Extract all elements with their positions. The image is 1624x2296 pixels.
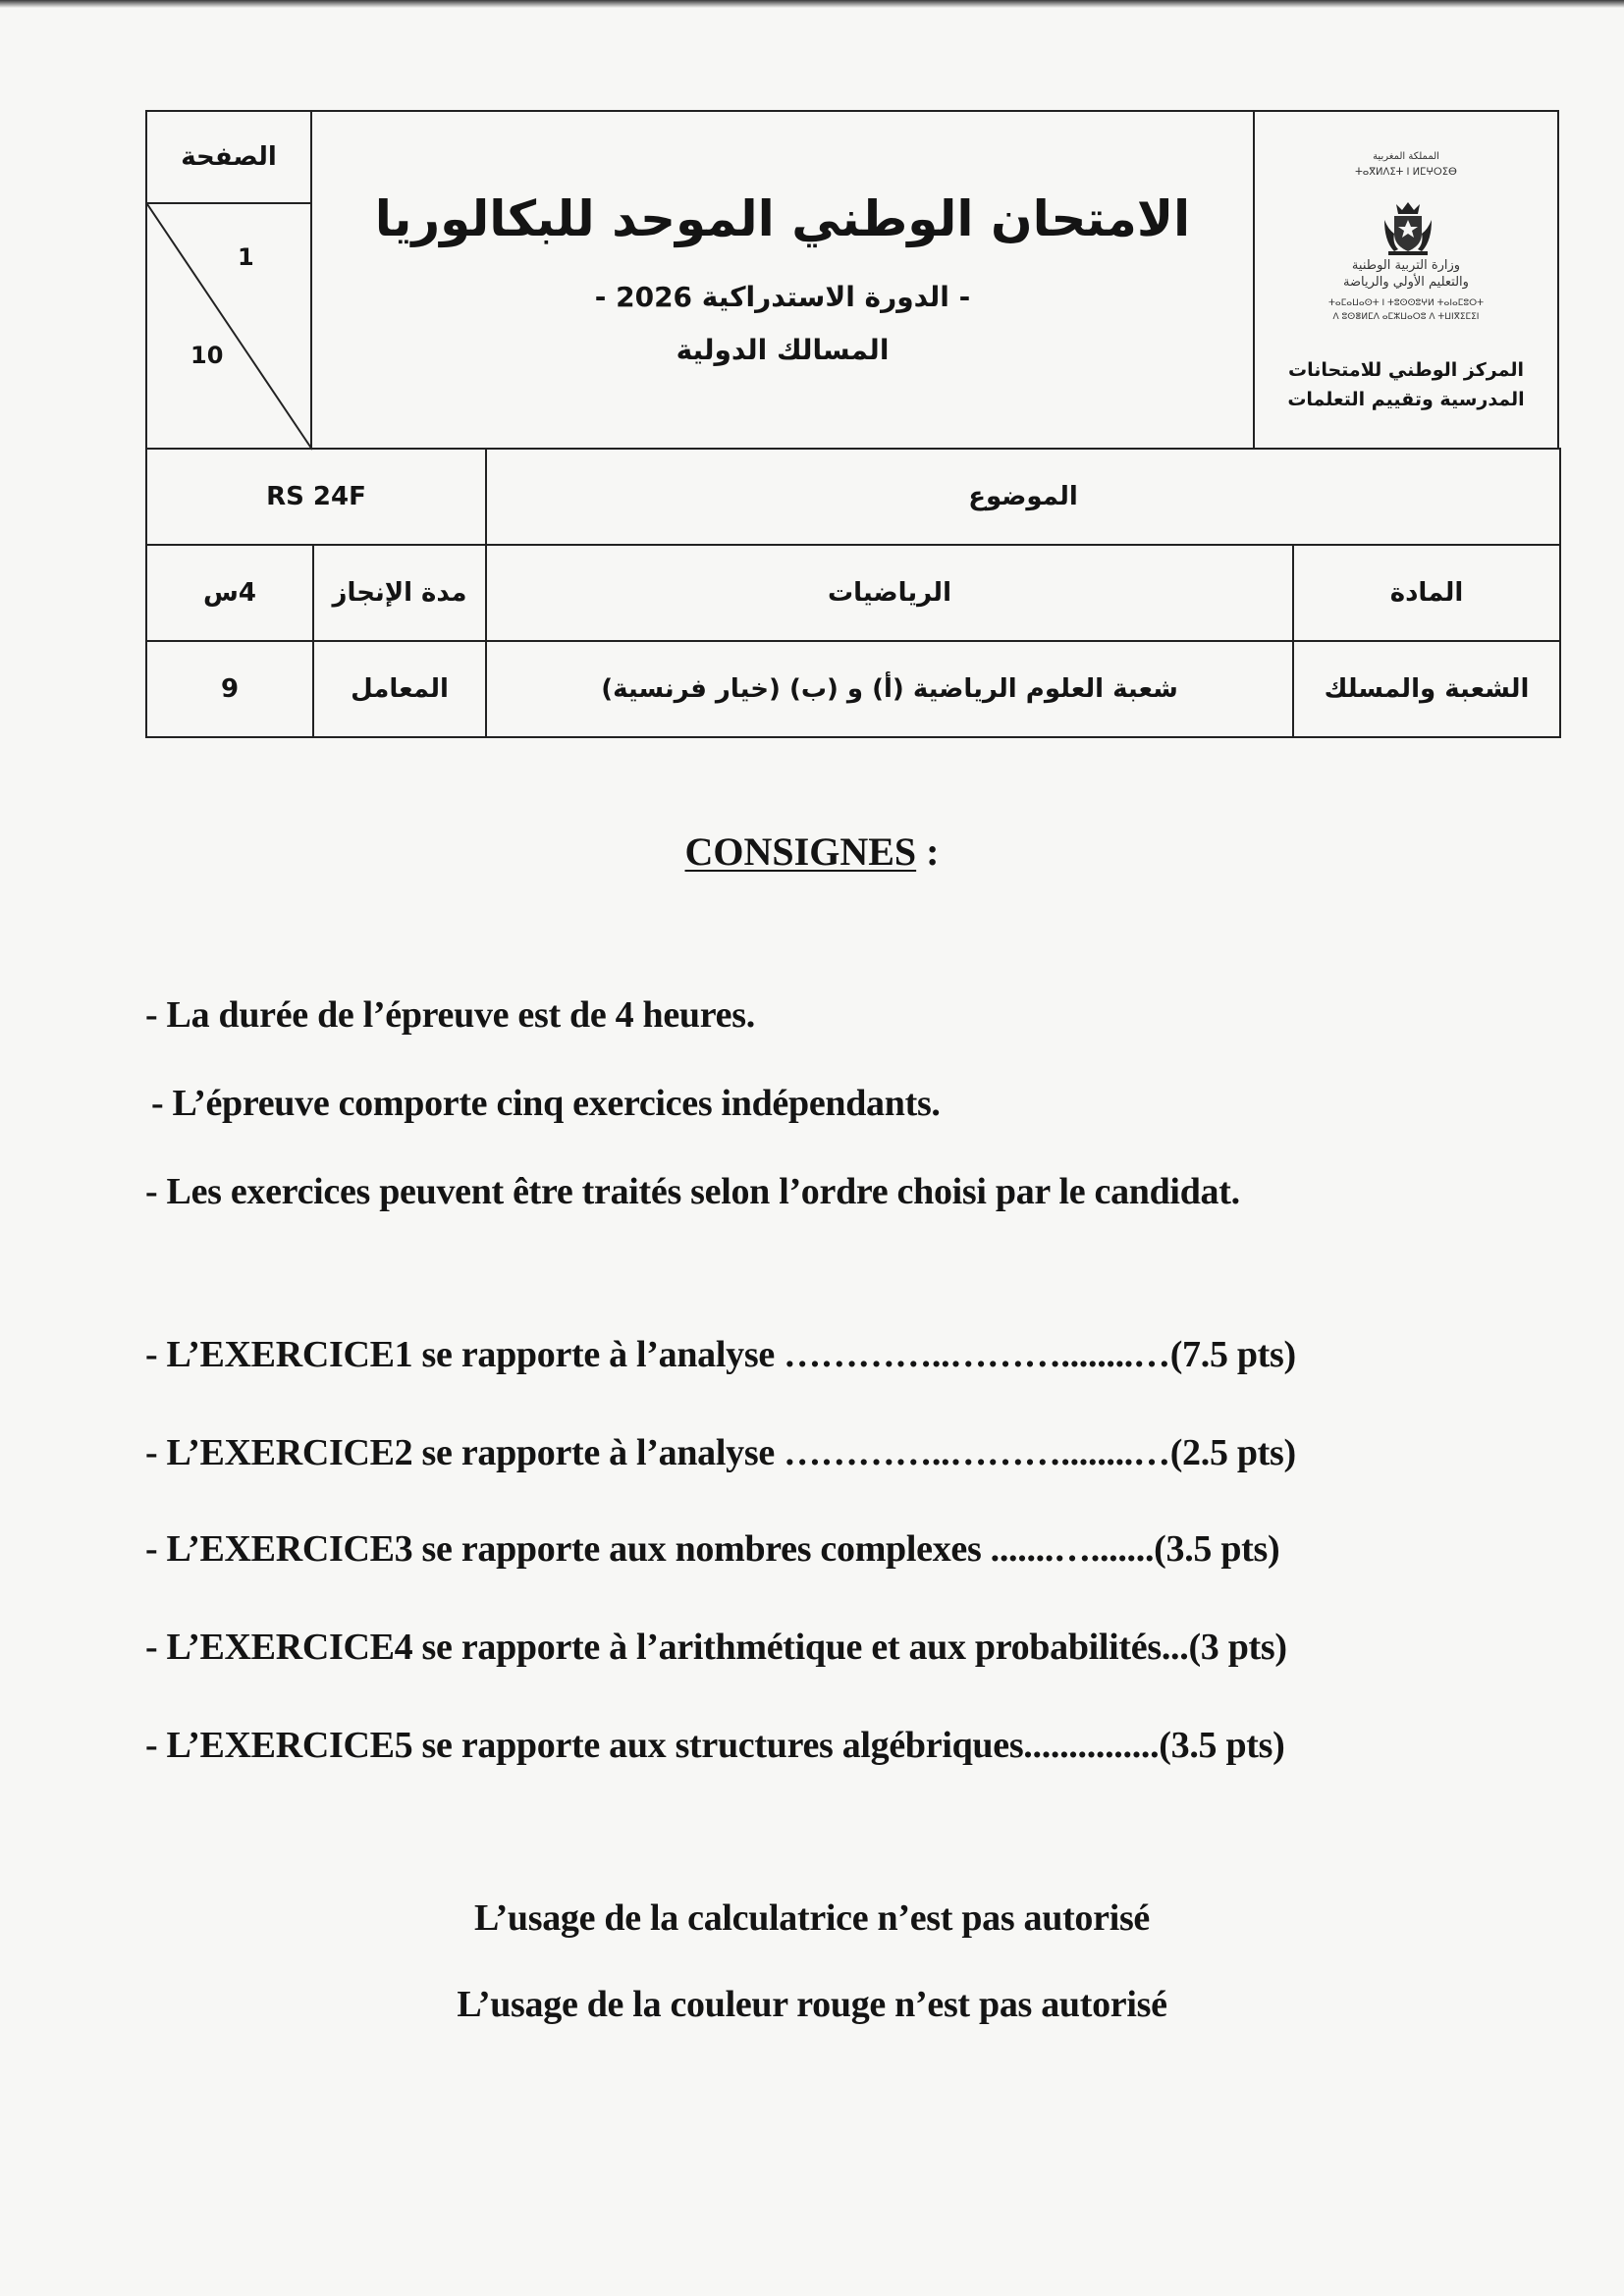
consignes-heading bbox=[0, 828, 1624, 875]
duration-value: 4س bbox=[146, 545, 313, 641]
instruction-item: - Les exercices peuvent être traités selon l’ordre choisi par le candidat. bbox=[145, 1171, 1240, 1212]
exam-center-name: المركز الوطني للامتحانات المدرسية وتقييم التعلمات bbox=[1287, 359, 1525, 410]
calculator-note: L’usage de la calculatrice n’est pas autorisé bbox=[473, 1897, 1151, 1939]
exam-title-block bbox=[310, 110, 1255, 450]
page-number-cell bbox=[145, 202, 312, 450]
branch-value: شعبة العلوم الرياضية (أ) و (ب) (خيار فرنسية) bbox=[486, 641, 1293, 737]
exercise-item: - L’EXERCICE2 se rapporte à l’analyse …………..………........…(2.5 pts) bbox=[145, 1432, 1296, 1473]
ministry-name-ar: وزارة التربية الوطنية والتعليم الأولي والرياضة bbox=[1343, 258, 1469, 290]
instruction-item: - L’épreuve comporte cinq exercices indépendants. bbox=[151, 1083, 941, 1124]
exam-track: المسالك الدولية bbox=[676, 334, 890, 366]
exam-title: الامتحان الوطني الموحد للبكالوريا bbox=[374, 190, 1191, 247]
instruction-item: - La durée de l’épreuve est de 4 heures. bbox=[145, 994, 755, 1036]
exercise-item: - L’EXERCICE3 se rapporte aux nombres complexes .......….......(3.5 pts) bbox=[145, 1528, 1280, 1570]
page-divider-diagonal bbox=[147, 204, 314, 452]
consignes-title-suffix: : bbox=[916, 829, 940, 874]
ministry-name-lat: ⵜⴰⵎⴰⵡⴰⵙⵜ ⵏ ⵜⵓⵙⵙⵓⵖⵍ ⵜⴰⵏⴰⵎⵓⵔⵜ ⴷ ⵓⵙⴻⵍⵎⴷ ⴰⵎⵣⵡⴰⵔⵓ ⴷ ⵜⵡⵏⴳⵉⵎⵉⵏ bbox=[1327, 298, 1484, 322]
scan-edge bbox=[0, 0, 1624, 8]
exercise-item: - L’EXERCICE5 se rapporte aux structures algébriques...............(3.5 pts) bbox=[145, 1725, 1285, 1766]
subject-code: RS 24F bbox=[146, 449, 486, 545]
moroccan-coat-of-arms-icon bbox=[1379, 198, 1437, 257]
matter-value: الرياضيات bbox=[486, 545, 1293, 641]
branch-label: الشعبة والمسلك bbox=[1293, 641, 1560, 737]
page-label: الصفحة bbox=[145, 110, 312, 204]
coefficient-label: المعامل bbox=[313, 641, 486, 737]
page-current: 1 bbox=[238, 243, 254, 271]
consignes-title: CONSIGNES bbox=[684, 829, 917, 874]
matter-label: المادة bbox=[1293, 545, 1560, 641]
exam-info-table bbox=[145, 448, 1561, 738]
duration-label: مدة الإنجاز bbox=[313, 545, 486, 641]
coefficient-value: 9 bbox=[146, 641, 313, 737]
page-total: 10 bbox=[190, 342, 224, 369]
kingdom-name-lat: ⵜⴰⴳⵍⴷⵉⵜ ⵏ ⵍⵎⵖⵔⵉⴱ bbox=[1355, 167, 1457, 178]
exercise-item: - L’EXERCICE4 se rapporte à l’arithmétique et aux probabilités...(3 pts) bbox=[145, 1627, 1287, 1668]
subject-label: الموضوع bbox=[486, 449, 1560, 545]
kingdom-name-ar: المملكة المغربية bbox=[1373, 151, 1439, 162]
red-color-note: L’usage de la couleur rouge n’est pas autorisé bbox=[457, 1984, 1167, 2025]
exam-session: - الدورة الاستدراكية 2026 - bbox=[594, 281, 971, 313]
logo-block bbox=[1253, 110, 1559, 450]
exercise-item: - L’EXERCICE1 se rapporte à l’analyse …………..………........…(7.5 pts) bbox=[145, 1334, 1296, 1375]
